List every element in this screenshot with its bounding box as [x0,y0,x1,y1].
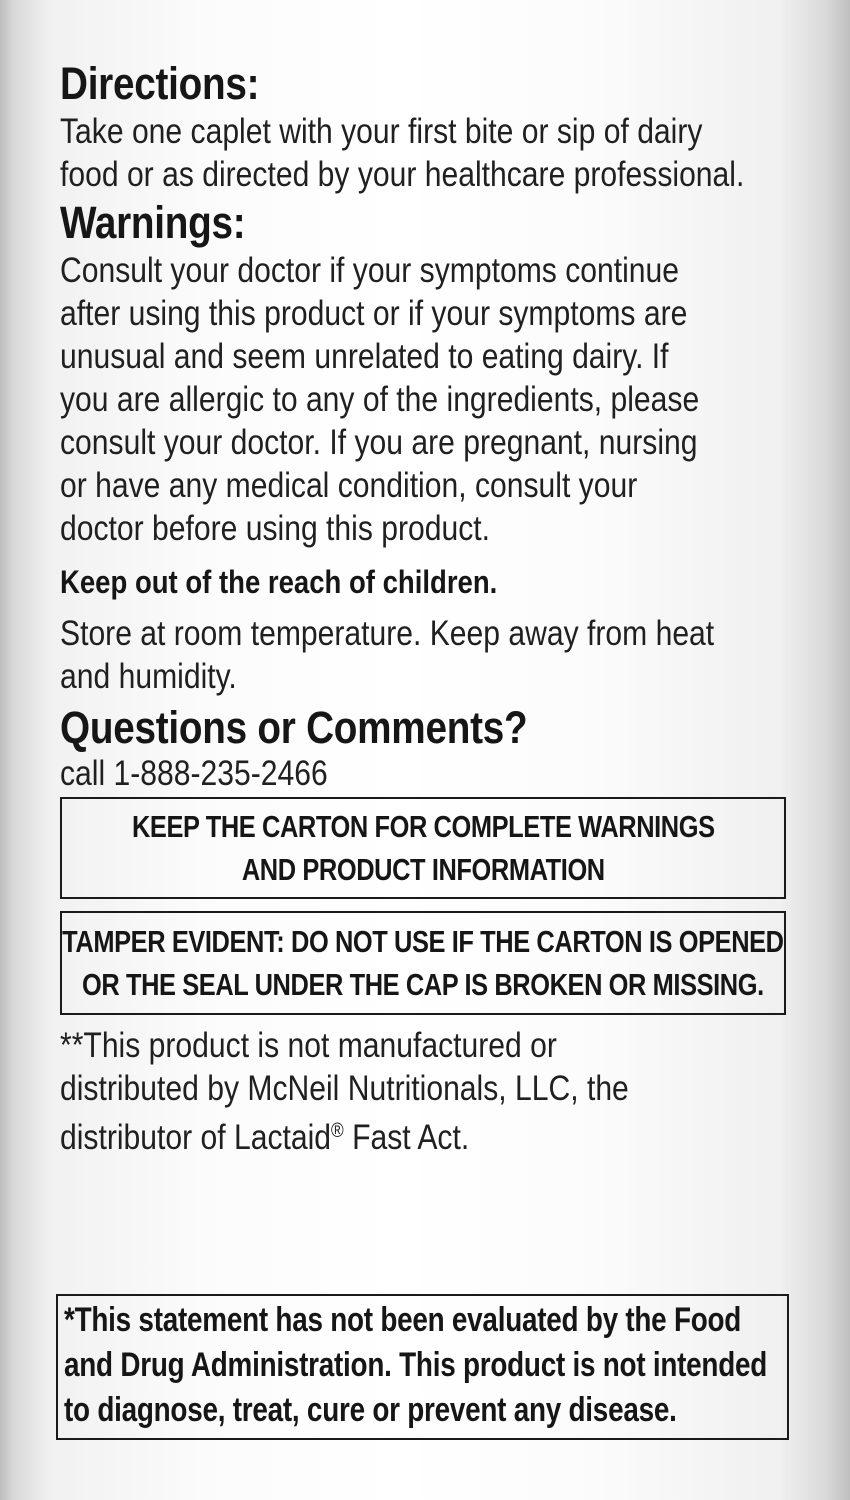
warnings-section [60,197,790,550]
manufacturer-disclaimer [60,1024,791,1159]
text-line: after using this product or if your symptoms are [60,294,688,333]
text-line: Take one caplet with your first bite or sip of dairy [60,112,703,151]
keep-carton-notice [60,797,786,899]
text-line: food or as directed by your healthcare professional. [60,155,745,194]
notice-line: OR THE SEAL UNDER THE CAP IS BROKEN OR MISSING. [82,967,764,1002]
text-line: doctor before using this product. [60,509,491,548]
directions-text [60,110,791,196]
text-line: or have any medical condition, consult your [60,466,638,505]
text-line: distributed by McNeil Nutritionals, LLC, the [60,1069,629,1108]
warnings-heading: Warnings: [60,197,246,248]
text-line: you are allergic to any of the ingredients, please [60,380,700,419]
text-line: **This product is not manufactured or [60,1026,557,1065]
notice-line: AND PRODUCT INFORMATION [241,852,605,887]
fda-statement-box [56,1294,789,1440]
keep-out-of-reach-warning: Keep out of the reach of children. [60,564,498,600]
registered-trademark-symbol: ® [331,1120,344,1142]
text-fragment: distributor of Lactaid [60,1118,332,1157]
directions-section [60,58,790,196]
questions-heading: Questions or Comments? [60,702,528,753]
statement-line: *This statement has not been evaluated by the Food [64,1301,742,1339]
text-line: consult your doctor. If you are pregnant, nursing [60,423,698,462]
notice-line: KEEP THE CARTON FOR COMPLETE WARNINGS [131,809,715,844]
statement-line: to diagnose, treat, cure or prevent any disease. [64,1391,677,1429]
text-line [60,1110,791,1159]
product-label [60,58,790,794]
notice-line: TAMPER EVIDENT: DO NOT USE IF THE CARTON IS OPENED [62,924,784,959]
statement-line: and Drug Administration. This product is not intended [64,1346,768,1384]
text-line: and humidity. [60,657,237,696]
text-line: Store at room temperature. Keep away from heat [60,614,715,653]
questions-section [60,702,790,794]
text-line: unusual and seem unrelated to eating dairy. If [60,337,669,376]
tamper-evident-notice [60,911,786,1015]
phone-number: call 1-888-235-2466 [60,754,328,793]
storage-instructions [60,612,791,698]
warnings-text [60,249,791,550]
directions-heading: Directions: [60,58,260,109]
text-line: Consult your doctor if your symptoms continue [60,251,679,290]
text-fragment: Fast Act. [343,1118,470,1157]
